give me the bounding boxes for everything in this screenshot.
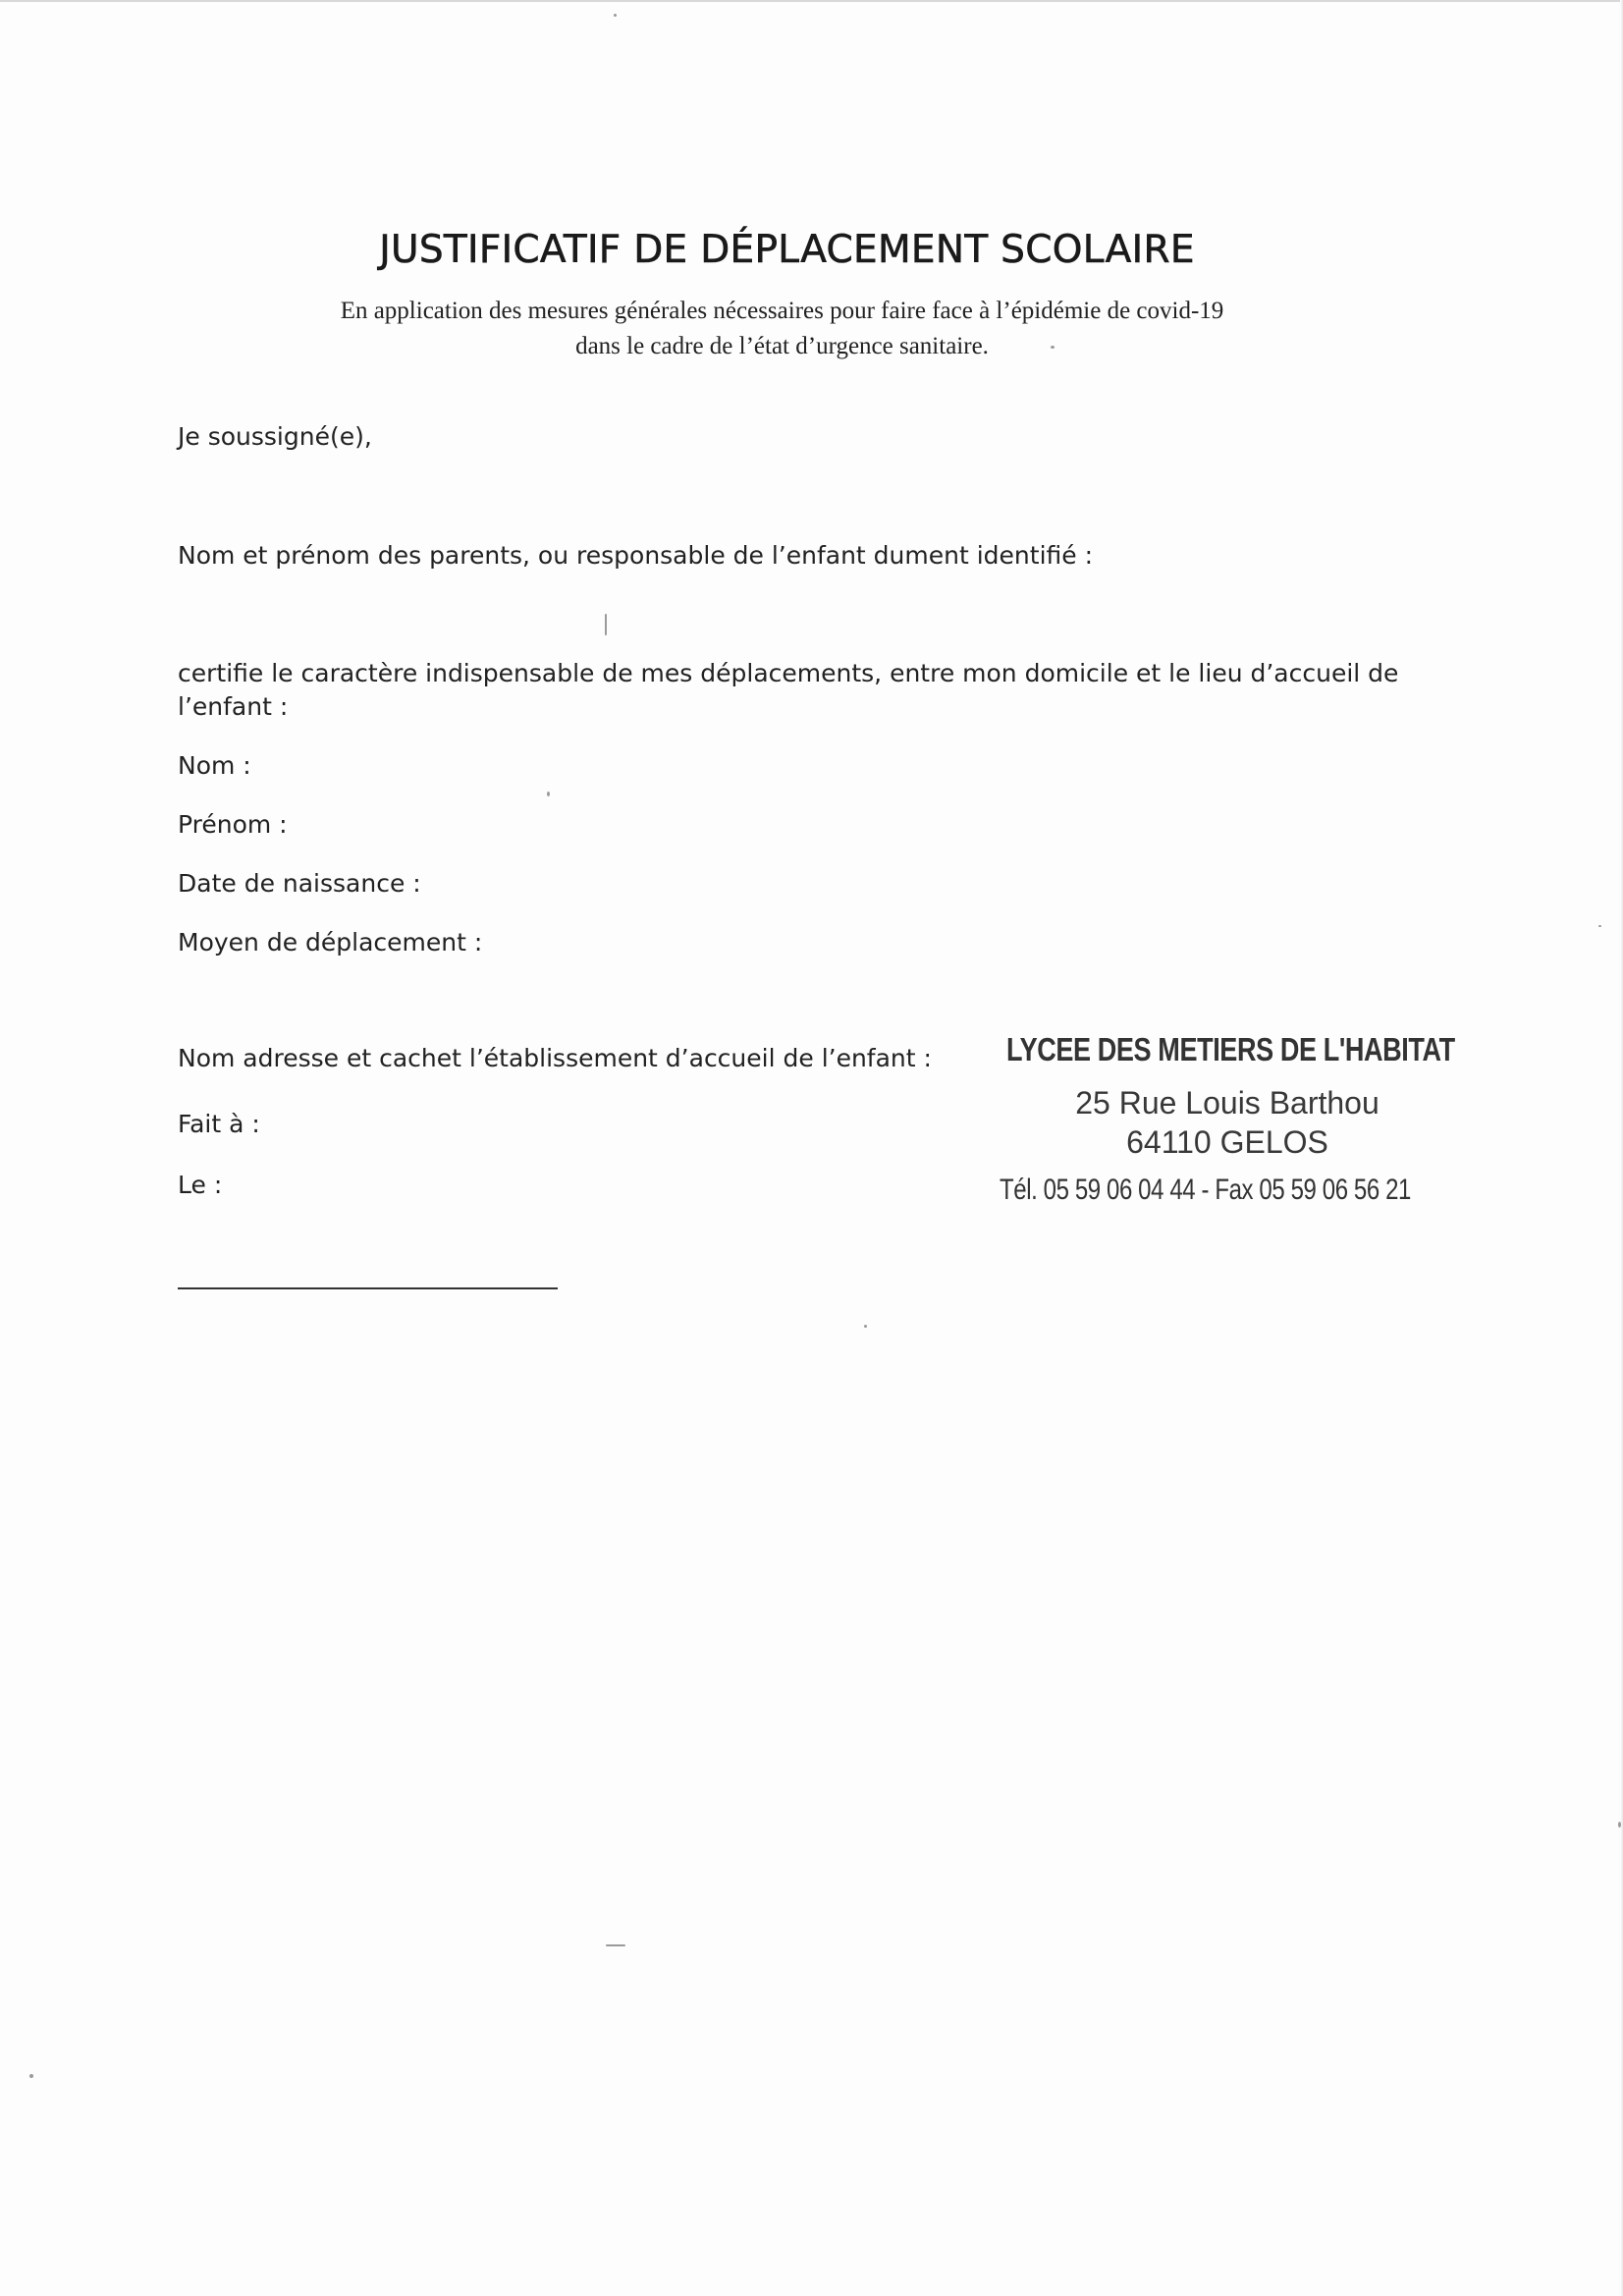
stamp-street: 25 Rue Louis Barthou — [1075, 1085, 1380, 1121]
scan-speck — [1598, 925, 1601, 927]
scan-speck — [614, 14, 617, 17]
stamp-postcode-city: 64110 GELOS — [1126, 1124, 1328, 1160]
certify-line-2: l’enfant : — [178, 692, 289, 721]
field-moyen-deplacement-label: Moyen de déplacement : — [178, 928, 483, 957]
fait-a-label: Fait à : — [178, 1110, 260, 1138]
field-date-naissance-label: Date de naissance : — [178, 869, 421, 898]
stamp-phone-fax: Tél. 05 59 06 04 44 - Fax 05 59 06 56 21 — [1000, 1174, 1411, 1206]
le-label: Le : — [178, 1171, 223, 1199]
field-nom-label: Nom : — [178, 751, 251, 780]
scan-speck — [1618, 1822, 1621, 1828]
scan-speck — [605, 614, 607, 635]
field-prenom-label: Prénom : — [178, 810, 288, 839]
scan-speck — [606, 1944, 625, 1946]
scan-top-edge — [0, 0, 1623, 2]
establishment-label: Nom adresse et cachet l’établissement d’accueil de l’enfant : — [178, 1044, 932, 1072]
certify-line-1: certifie le caractère indispensable de mes déplacements, entre mon domicile et le lieu d’accueil de — [178, 659, 1399, 687]
scan-speck — [864, 1325, 867, 1328]
parents-label: Nom et prénom des parents, ou responsable de l’enfant dument identifié : — [178, 541, 1094, 570]
scan-speck — [547, 792, 550, 796]
stamp-school-name: LYCEE DES METIERS DE L'HABITAT — [1006, 1031, 1455, 1067]
signature-line — [178, 1287, 558, 1289]
subtitle-line-1: En application des mesures générales nécessaires pour faire face à l’épidémie de covid-19 — [340, 298, 1224, 324]
scan-speck — [1051, 346, 1055, 349]
scan-speck — [29, 2074, 33, 2078]
subtitle-line-2: dans le cadre de l’état d’urgence sanitaire. — [575, 333, 989, 359]
document-title: JUSTIFICATIF DE DÉPLACEMENT SCOLAIRE — [379, 228, 1195, 272]
undersigned-text: Je soussigné(e), — [178, 422, 372, 451]
